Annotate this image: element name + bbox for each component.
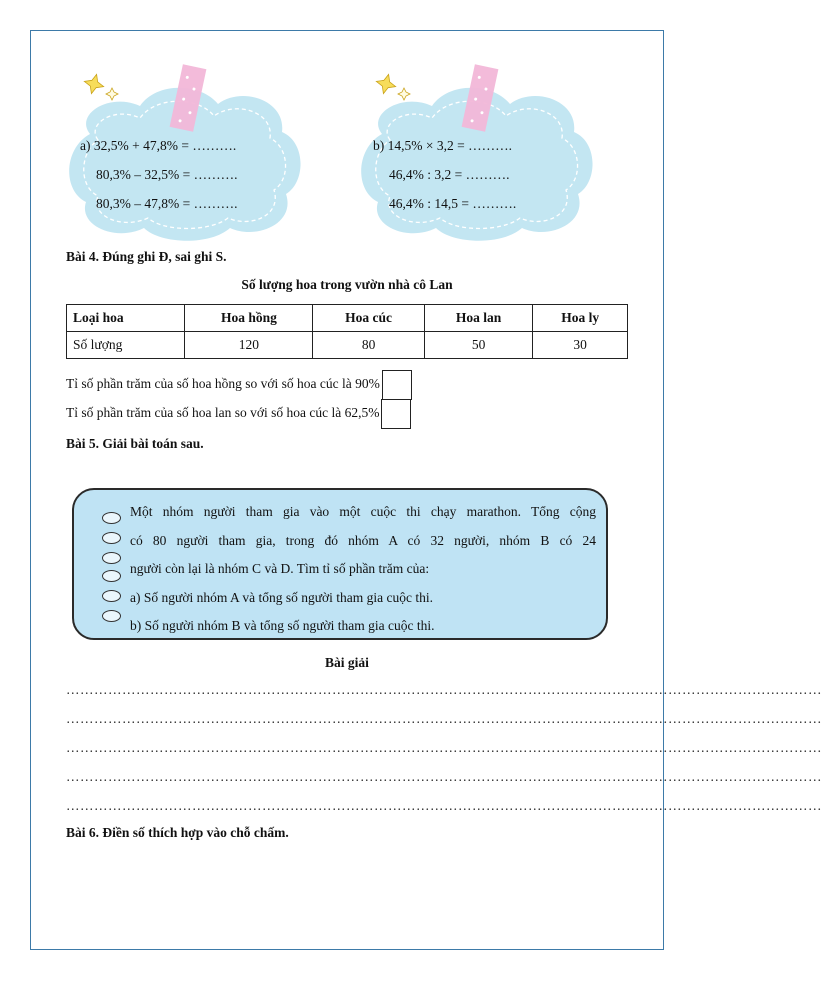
table-header-cell: Loại hoa [67,305,185,332]
statement-1 [66,370,412,400]
cloud-b-line-2: 46,4% : 3,2 = ………. [389,167,510,182]
table-header-cell: Hoa cúc [313,305,424,332]
exercise6-heading: Bài 6. Điền số thích hợp vào chỗ chấm. [66,825,289,840]
cloud-a-line-1: a) 32,5% + 47,8% = ………. [80,138,237,153]
problem-line: người còn lại là nhóm C và D. Tìm tỉ số phần trăm của: [130,561,430,576]
bullet-icon [102,590,121,602]
table-cell: 50 [424,332,533,359]
statement-1-text: Tỉ số phần trăm của số hoa hồng so với số hoa cúc là 90% [66,376,380,392]
table-header-cell: Hoa ly [533,305,628,332]
problem-line: Một nhóm người tham gia vào một cuộc thi chạy marathon. Tổng cộng [130,504,596,519]
exercise4-heading: Bài 4. Đúng ghi Đ, sai ghi S. [66,249,227,264]
table-cell: 80 [313,332,424,359]
problem-box [72,488,608,640]
problem-line: a) Số người nhóm A và tổng số người tham gia cuộc thi. [130,589,434,605]
problem-line: b) Số người nhóm B và tổng số người tham gia cuộc thi. [130,618,435,633]
flower-table [66,304,628,359]
table-row [67,332,628,359]
sparkle-icon [398,88,410,100]
bullet-icon [102,512,121,524]
problem-text [130,498,596,641]
table-header-row [67,305,628,332]
answer-box-1[interactable] [382,370,412,400]
problem-line: có 80 người tham gia, trong đó nhóm A có 32 người, nhóm B có 24 [130,532,596,548]
table-header-cell: Hoa lan [424,305,533,332]
answer-line[interactable]: ……………………………………………………………………………………………………………………………………………… [66,798,822,813]
bullet-icon [102,532,121,544]
answer-line[interactable]: ……………………………………………………………………………………………………………………………………………… [66,711,822,726]
table-cell: 120 [185,332,313,359]
cloud-a-line-2: 80,3% – 32,5% = ………. [96,167,238,182]
cloud-a-text [80,131,237,218]
cloud-a-line-3: 80,3% – 47,8% = ………. [96,196,238,211]
table-header-cell: Hoa hồng [185,305,313,332]
sparkle-icon [106,88,118,100]
answer-line[interactable]: ……………………………………………………………………………………………………………………………………………… [66,682,822,697]
bullet-icon [102,610,121,622]
star-icon [374,72,398,96]
exercise5-heading: Bài 5. Giải bài toán sau. [66,436,204,451]
bullet-icon [102,570,121,582]
cloud-b-line-3: 46,4% : 14,5 = ………. [389,196,517,211]
answer-line[interactable]: ……………………………………………………………………………………………………………………………………………… [66,740,822,755]
table-cell: Số lượng [67,332,185,359]
statement-2 [66,399,411,429]
solution-title: Bài giải [325,655,369,670]
bullet-icon [102,552,121,564]
star-icon [82,72,106,96]
table-title: Số lượng hoa trong vườn nhà cô Lan [241,277,453,292]
table-cell: 30 [533,332,628,359]
cloud-b-line-1: b) 14,5% × 3,2 = ………. [373,138,512,153]
answer-box-2[interactable] [381,399,411,429]
answer-line[interactable]: ……………………………………………………………………………………………………………………………………………… [66,769,822,784]
statement-2-text: Tỉ số phần trăm của số hoa lan so với số hoa cúc là 62,5% [66,405,380,421]
cloud-b-text [373,131,516,218]
